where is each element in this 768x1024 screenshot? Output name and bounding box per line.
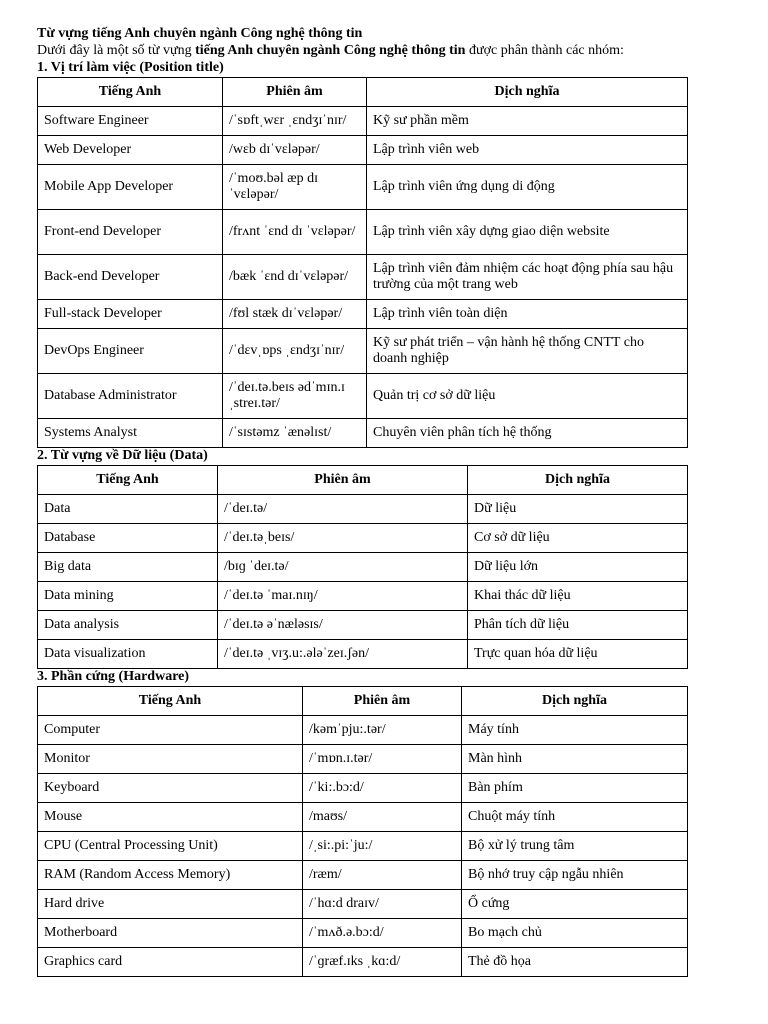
- cell-pronunciation: /ˈdeɪ.tə əˈnæləsɪs/: [218, 611, 468, 640]
- table-row: [38, 919, 688, 948]
- cell-english: Motherboard: [38, 919, 303, 948]
- table-header-row: [38, 466, 688, 495]
- column-header-english: Tiếng Anh: [38, 687, 303, 716]
- cell-english: Data analysis: [38, 611, 218, 640]
- table-row: [38, 553, 688, 582]
- column-header-meaning: Dịch nghĩa: [468, 466, 688, 495]
- table-row: [38, 495, 688, 524]
- vocab-table-position-title: [37, 77, 688, 448]
- cell-english: Graphics card: [38, 948, 303, 977]
- cell-meaning: Chuyên viên phân tích hệ thống: [367, 419, 688, 448]
- column-header-english: Tiếng Anh: [38, 78, 223, 107]
- cell-english: Systems Analyst: [38, 419, 223, 448]
- cell-pronunciation: /ˈki:.bɔ:d/: [303, 774, 462, 803]
- table-row: [38, 419, 688, 448]
- cell-meaning: Kỹ sư phần mềm: [367, 107, 688, 136]
- cell-english: Hard drive: [38, 890, 303, 919]
- cell-english: Monitor: [38, 745, 303, 774]
- table-row: [38, 255, 688, 300]
- column-header-pronunciation: Phiên âm: [218, 466, 468, 495]
- cell-english: Data visualization: [38, 640, 218, 669]
- cell-pronunciation: /ˈsɒftˌwɛr ˌɛndʒɪˈnɪr/: [223, 107, 367, 136]
- cell-meaning: Bo mạch chủ: [462, 919, 688, 948]
- cell-english: Full-stack Developer: [38, 300, 223, 329]
- table-row: [38, 210, 688, 255]
- table-row: [38, 374, 688, 419]
- cell-pronunciation: /frʌnt ˈɛnd dɪ ˈvɛləpər/: [223, 210, 367, 255]
- cell-english: Data mining: [38, 582, 218, 611]
- cell-meaning: Khai thác dữ liệu: [468, 582, 688, 611]
- cell-english: Database Administrator: [38, 374, 223, 419]
- column-header-meaning: Dịch nghĩa: [367, 78, 688, 107]
- cell-english: Computer: [38, 716, 303, 745]
- table-row: [38, 165, 688, 210]
- cell-english: Web Developer: [38, 136, 223, 165]
- cell-meaning: Màn hình: [462, 745, 688, 774]
- cell-english: Database: [38, 524, 218, 553]
- cell-english: RAM (Random Access Memory): [38, 861, 303, 890]
- cell-meaning: Ổ cứng: [462, 890, 688, 919]
- table-row: [38, 948, 688, 977]
- cell-pronunciation: /maʊs/: [303, 803, 462, 832]
- cell-pronunciation: /ˈdeɪ.tə ˈmaɪ.nɪŋ/: [218, 582, 468, 611]
- intro-paragraph: [37, 43, 687, 60]
- cell-meaning: Cơ sở dữ liệu: [468, 524, 688, 553]
- cell-pronunciation: /wɛb dɪˈvɛləpər/: [223, 136, 367, 165]
- cell-pronunciation: /ˌsi:.pi:ˈju:/: [303, 832, 462, 861]
- table-row: [38, 861, 688, 890]
- table-row: [38, 136, 688, 165]
- cell-pronunciation: /bæk ˈɛnd dɪˈvɛləpər/: [223, 255, 367, 300]
- cell-meaning: Máy tính: [462, 716, 688, 745]
- table-row: [38, 107, 688, 136]
- table-row: [38, 640, 688, 669]
- intro-text-end: được phân thành các nhóm:: [465, 43, 624, 58]
- cell-pronunciation: /ˈdeɪ.təˌbeɪs/: [218, 524, 468, 553]
- section-heading-hardware: 3. Phần cứng (Hardware): [37, 669, 190, 684]
- column-header-meaning: Dịch nghĩa: [462, 687, 688, 716]
- cell-meaning: Bộ xử lý trung tâm: [462, 832, 688, 861]
- cell-pronunciation: /ˈsɪstəmz ˈænəlɪst/: [223, 419, 367, 448]
- cell-pronunciation: /ˈɡræf.ɪks ˌkɑ:d/: [303, 948, 462, 977]
- table-row: [38, 832, 688, 861]
- table-row: [38, 329, 688, 374]
- cell-pronunciation: /ˈdeɪ.tə/: [218, 495, 468, 524]
- cell-english: Front-end Developer: [38, 210, 223, 255]
- cell-pronunciation: /ræm/: [303, 861, 462, 890]
- cell-meaning: Lập trình viên đảm nhiệm các hoạt động phía sau hậu trường của một trang web: [367, 255, 688, 300]
- cell-pronunciation: /ˈdɛvˌɒps ˌɛndʒɪˈnɪr/: [223, 329, 367, 374]
- cell-pronunciation: /ˈhɑ:d draɪv/: [303, 890, 462, 919]
- cell-meaning: Chuột máy tính: [462, 803, 688, 832]
- intro-text: Dưới đây là một số từ vựng: [37, 43, 196, 58]
- document-title: Từ vựng tiếng Anh chuyên ngành Công nghệ thông tin: [37, 26, 363, 41]
- table-header-row: [38, 687, 688, 716]
- cell-meaning: Dữ liệu lớn: [468, 553, 688, 582]
- vocab-table-hardware: [37, 686, 688, 977]
- cell-meaning: Kỹ sư phát triển – vận hành hệ thống CNTT cho doanh nghiệp: [367, 329, 688, 374]
- cell-english: Software Engineer: [38, 107, 223, 136]
- column-header-pronunciation: Phiên âm: [223, 78, 367, 107]
- cell-english: DevOps Engineer: [38, 329, 223, 374]
- table-row: [38, 524, 688, 553]
- cell-pronunciation: /ˈmʌð.ə.bɔ:d/: [303, 919, 462, 948]
- table-row: [38, 716, 688, 745]
- cell-pronunciation: /ˈdeɪ.tə.beɪs ədˈmɪn.ɪ ˌstreɪ.tər/: [223, 374, 367, 419]
- cell-meaning: Phân tích dữ liệu: [468, 611, 688, 640]
- cell-english: Mouse: [38, 803, 303, 832]
- cell-english: Keyboard: [38, 774, 303, 803]
- table-row: [38, 582, 688, 611]
- table-row: [38, 774, 688, 803]
- cell-meaning: Quản trị cơ sở dữ liệu: [367, 374, 688, 419]
- cell-meaning: Lập trình viên toàn diện: [367, 300, 688, 329]
- cell-pronunciation: /bɪɡ ˈdeɪ.tə/: [218, 553, 468, 582]
- cell-meaning: Trực quan hóa dữ liệu: [468, 640, 688, 669]
- cell-meaning: Lập trình viên xây dựng giao diện website: [367, 210, 688, 255]
- cell-english: CPU (Central Processing Unit): [38, 832, 303, 861]
- cell-meaning: Lập trình viên ứng dụng di động: [367, 165, 688, 210]
- cell-meaning: Lập trình viên web: [367, 136, 688, 165]
- intro-bold-text: tiếng Anh chuyên ngành Công nghệ thông tin: [195, 43, 466, 58]
- cell-pronunciation: /fʊl stæk dɪˈvɛləpər/: [223, 300, 367, 329]
- cell-english: Big data: [38, 553, 218, 582]
- table-row: [38, 611, 688, 640]
- cell-meaning: Dữ liệu: [468, 495, 688, 524]
- table-header-row: [38, 78, 688, 107]
- vocab-table-data: [37, 465, 688, 669]
- cell-english: Mobile App Developer: [38, 165, 223, 210]
- table-row: [38, 803, 688, 832]
- cell-pronunciation: /ˈmoʊ.bəl æp dɪ ˈvɛləpər/: [223, 165, 367, 210]
- column-header-english: Tiếng Anh: [38, 466, 218, 495]
- cell-meaning: Thẻ đồ họa: [462, 948, 688, 977]
- section-heading-data: 2. Từ vựng về Dữ liệu (Data): [37, 448, 208, 463]
- cell-pronunciation: /ˈmɒn.ɪ.tər/: [303, 745, 462, 774]
- cell-english: Data: [38, 495, 218, 524]
- table-row: [38, 300, 688, 329]
- section-heading-position-title: 1. Vị trí làm việc (Position title): [37, 60, 224, 75]
- table-row: [38, 890, 688, 919]
- cell-pronunciation: /kəmˈpju:.tər/: [303, 716, 462, 745]
- cell-pronunciation: /ˈdeɪ.tə ˌvɪʒ.u:.ələˈzeɪ.ʃən/: [218, 640, 468, 669]
- cell-meaning: Bàn phím: [462, 774, 688, 803]
- cell-english: Back-end Developer: [38, 255, 223, 300]
- table-row: [38, 745, 688, 774]
- column-header-pronunciation: Phiên âm: [303, 687, 462, 716]
- cell-meaning: Bộ nhớ truy cập ngẫu nhiên: [462, 861, 688, 890]
